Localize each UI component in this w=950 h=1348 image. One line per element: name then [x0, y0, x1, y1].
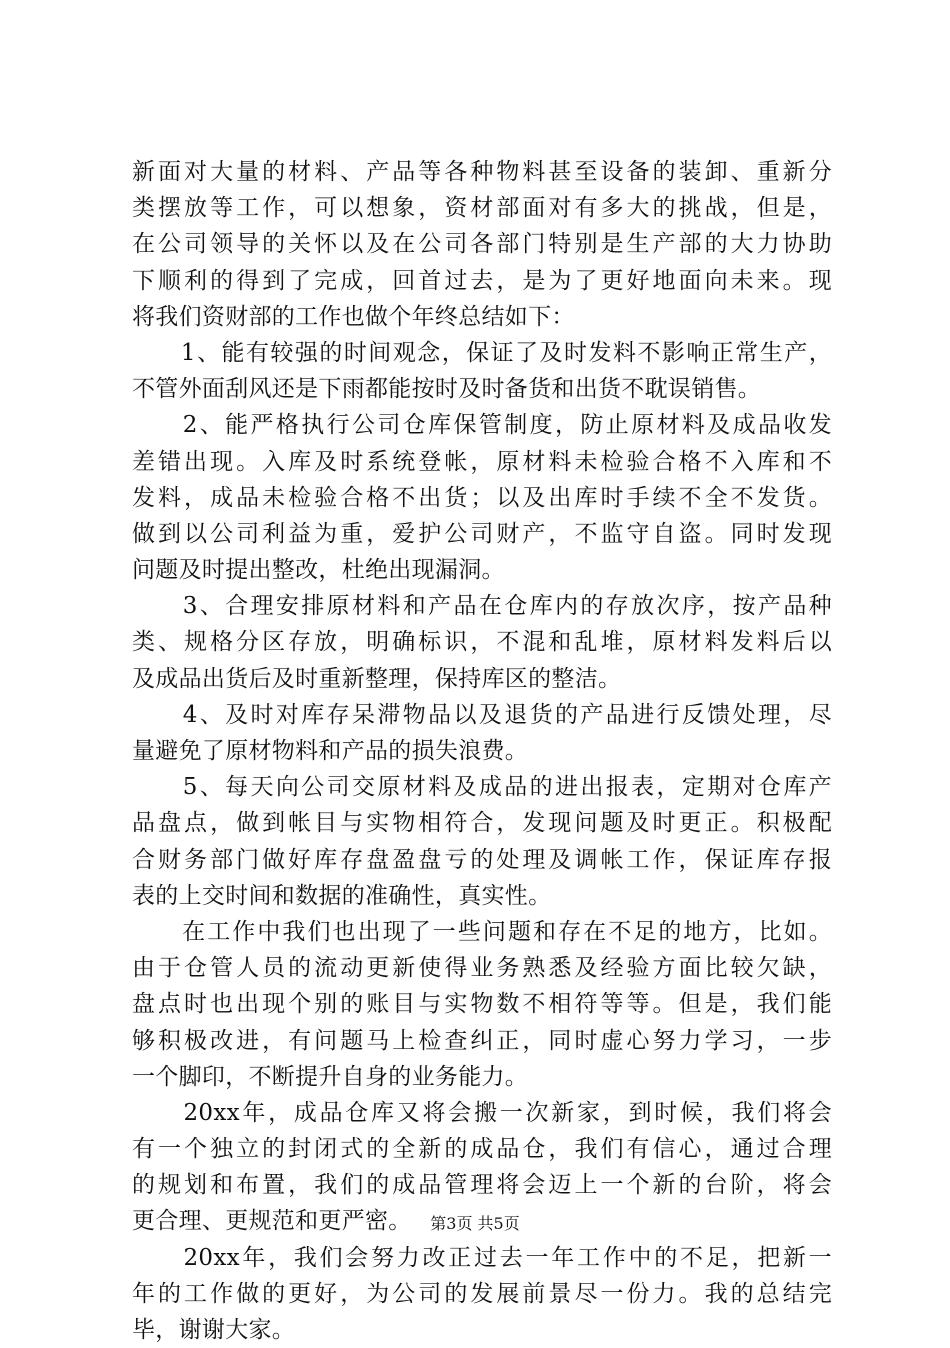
text-line: 及成品出货后及时重新整理，保持库区的整洁。: [132, 665, 622, 692]
text-line: 3、合理安排原材料和产品在仓库内的存放次序，按产品种: [132, 593, 832, 620]
text-line: 做到以公司利益为重，爱护公司财产，不监守自盗。同时发现: [132, 520, 832, 547]
text-line: 合财务部门做好库存盘盈盘亏的处理及调帐工作，保证库存报: [132, 846, 832, 873]
text-line: 20xx年，我们会努力改正过去一年工作中的不足，把新一: [132, 1244, 832, 1271]
text-line: 在工作中我们也出现了一些问题和存在不足的地方，比如。: [132, 918, 832, 945]
text-line: 5、每天向公司交原材料及成品的进出报表，定期对仓库产: [132, 774, 832, 801]
text-line: 毕，谢谢大家。: [132, 1317, 296, 1343]
text-line: 发料，成品未检验合格不出货；以及出库时手续不全不发货。: [132, 484, 832, 511]
text-line: 更合理、更规范和更严密。: [132, 1208, 412, 1235]
text-line: 一个脚印，不断提升自身的业务能力。: [132, 1063, 529, 1090]
text-line: 2、能严格执行公司仓库保管制度，防止原材料及成品收发: [132, 412, 832, 439]
document-body: [132, 154, 832, 1348]
text-line: 将我们资财部的工作也做个年终总结如下：: [132, 303, 575, 330]
text-line: 20xx年，成品仓库又将会搬一次新家，到时候，我们将会: [132, 1099, 832, 1126]
text-line: 有一个独立的封闭式的全新的成品仓，我们有信心，通过合理: [132, 1136, 832, 1163]
text-line: 1、能有较强的时间观念，保证了及时发料不影响正常生产，: [132, 339, 832, 366]
text-line: 问题及时提出整改，杜绝出现漏洞。: [132, 557, 505, 584]
text-line: 4、及时对库存呆滞物品以及退货的产品进行反馈处理，尽: [132, 701, 832, 728]
text-line: 下顺利的得到了完成，回首过去，是为了更好地面向未来。现: [132, 267, 832, 294]
text-line: 年的工作做的更好，为公司的发展前景尽一份力。我的总结完: [132, 1280, 832, 1307]
page-footer: 第3页 共5页: [430, 1214, 520, 1233]
text-line: 的规划和布置，我们的成品管理将会迈上一个新的台阶，将会: [132, 1172, 832, 1199]
text-line: 差错出现。入库及时系统登帐，原材料未检验合格不入库和不: [132, 448, 832, 475]
text-line: 不管外面刮风还是下雨都能按时及时备货和出货不耽误销售。: [132, 376, 762, 403]
text-line: 表的上交时间和数据的准确性，真实性。: [132, 882, 552, 909]
text-line: 新面对大量的材料、产品等各种物料甚至设备的装卸、重新分: [132, 159, 832, 185]
text-line: 品盘点，做到帐目与实物相符合，发现问题及时更正。积极配: [132, 810, 832, 837]
text-line: 够积极改进，有问题马上检查纠正，同时虚心努力学习，一步: [132, 1027, 832, 1054]
text-line: 由于仓管人员的流动更新使得业务熟悉及经验方面比较欠缺，: [132, 955, 832, 982]
text-line: 类、规格分区存放，明确标识，不混和乱堆，原材料发料后以: [132, 629, 832, 656]
text-line: 类摆放等工作，可以想象，资材部面对有多大的挑战，但是，: [132, 195, 832, 222]
text-line: 在公司领导的关怀以及在公司各部门特别是生产部的大力协助: [132, 231, 832, 258]
text-line: 盘点时也出现个别的账目与实物数不相符等等。但是，我们能: [132, 991, 832, 1018]
text-line: 量避免了原材物料和产品的损失浪费。: [132, 738, 529, 764]
